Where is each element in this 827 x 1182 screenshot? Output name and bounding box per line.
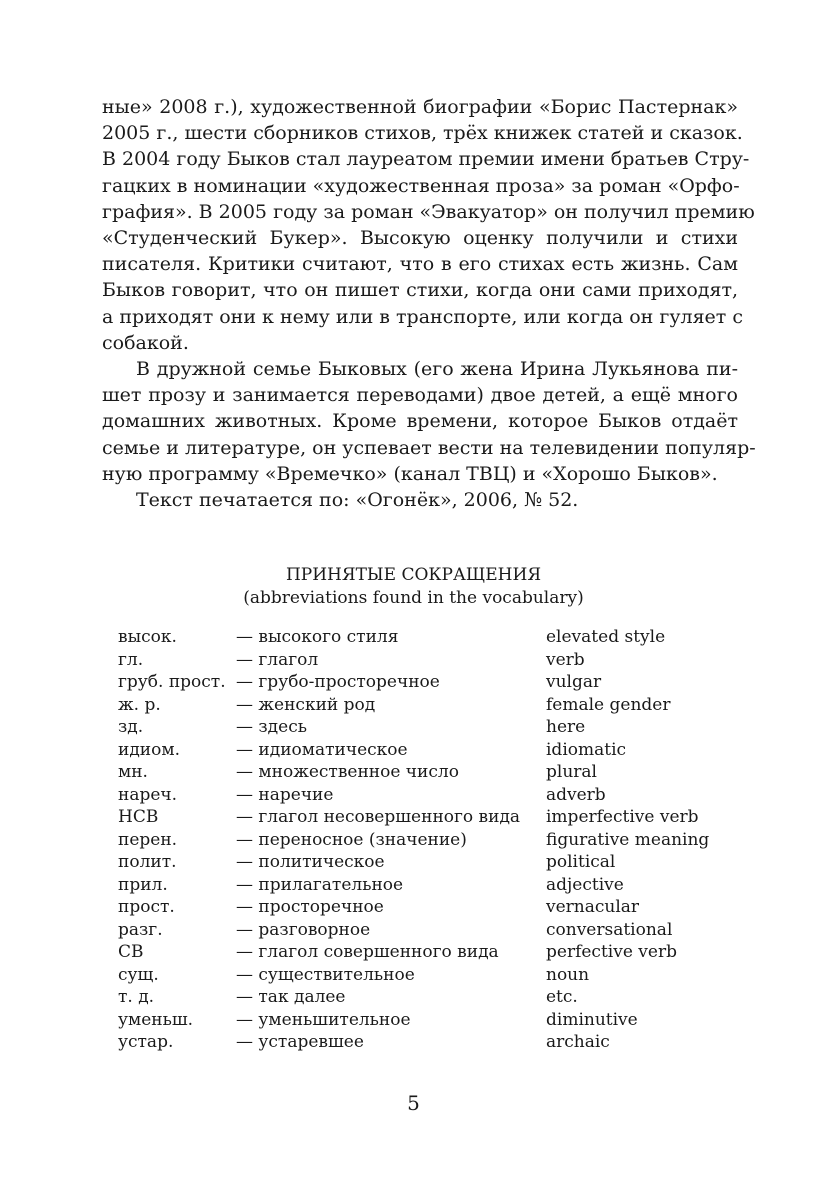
english-meaning: adverb	[546, 784, 606, 805]
text-line: ные» 2008 г.), художественной биографии «Борис Пастернак»	[102, 96, 738, 118]
abbreviation: нареч.	[118, 784, 178, 805]
russian-meaning: — глагол	[236, 649, 319, 670]
text-line: домашних животных. Кроме времени, которое Быков отдаёт	[102, 410, 738, 433]
abbreviation-row	[118, 986, 738, 1009]
english-meaning: diminutive	[546, 1009, 638, 1030]
abbreviation: т. д.	[118, 987, 155, 1007]
abbreviation: груб. прост.	[118, 672, 226, 692]
text-line: а приходят они к нему или в транспорте, или когда он гуляет с	[102, 305, 743, 328]
english-meaning: conversational	[546, 919, 673, 940]
text-line: шет прозу и занимается переводами) двое детей, а ещё много	[102, 384, 738, 407]
text-line: графия». В 2005 году за роман «Эвакуатор» он получил премию	[102, 200, 755, 223]
russian-meaning: — наречие	[236, 784, 334, 805]
english-meaning: noun	[546, 964, 590, 985]
text-line: собакой.	[102, 331, 189, 354]
text-line: 2005 г., шести сборников стихов, трёх книжек статей и сказок.	[102, 122, 743, 145]
abbreviations-table	[118, 626, 738, 1054]
english-meaning: plural	[546, 762, 597, 782]
abbreviation-row	[118, 761, 738, 784]
russian-meaning: — множественное число	[236, 762, 459, 782]
abbreviation-row	[118, 919, 738, 942]
russian-meaning: — так далее	[236, 987, 346, 1007]
russian-meaning: — высокого стиля	[236, 627, 399, 647]
abbreviation: прил.	[118, 874, 168, 895]
russian-meaning: — существительное	[236, 964, 415, 985]
text-line: В дружной семье Быковых (его жена Ирина Лукьянова пи-	[136, 358, 738, 381]
english-meaning: female gender	[546, 694, 671, 715]
russian-meaning: — устаревшее	[236, 1032, 364, 1052]
abbreviation-row	[118, 649, 738, 672]
russian-meaning: — здесь	[236, 717, 307, 737]
abbreviation-row	[118, 806, 738, 829]
english-meaning: etc.	[546, 987, 578, 1007]
english-meaning: archaic	[546, 1032, 610, 1052]
russian-meaning: — идиоматическое	[236, 739, 408, 760]
abbreviation: зд.	[118, 717, 144, 737]
russian-meaning: — глагол несовершенного вида	[236, 807, 521, 827]
abbreviation-row	[118, 1031, 738, 1054]
abbreviation-row	[118, 829, 738, 852]
text-line: ную программу «Времечко» (канал ТВЦ) и «Хорошо Быков».	[102, 462, 718, 485]
english-meaning: imperfective verb	[546, 807, 699, 827]
english-meaning: idiomatic	[546, 739, 627, 760]
russian-meaning: — женский род	[236, 694, 376, 715]
text-line: Быков говорит, что он пишет стихи, когда они сами приходят,	[102, 279, 738, 302]
english-meaning: perfective verb	[546, 942, 677, 962]
russian-meaning: — грубо-просторечное	[236, 672, 440, 692]
abbreviation-row	[118, 874, 738, 897]
english-meaning: political	[546, 852, 616, 872]
source-note	[102, 487, 738, 513]
text-line: гацких в номинации «художественная проза» за роман «Орфо-	[102, 174, 740, 197]
russian-meaning: — разговорное	[236, 919, 371, 940]
abbreviation-row	[118, 694, 738, 717]
russian-meaning: — глагол совершенного вида	[236, 942, 499, 962]
abbreviation: гл.	[118, 649, 144, 670]
english-meaning: vernacular	[546, 897, 640, 917]
abbreviation: идиом.	[118, 739, 180, 760]
page-number: 5	[407, 1091, 420, 1115]
abbreviation-row	[118, 739, 738, 762]
abbreviation: ж. р.	[118, 694, 161, 715]
english-meaning: figurative meaning	[546, 829, 710, 850]
abbreviation: СВ	[118, 942, 144, 962]
abbreviation: перен.	[118, 829, 178, 850]
abbreviation-row	[118, 784, 738, 807]
abbreviation-row	[118, 964, 738, 987]
abbreviation: полит.	[118, 852, 177, 872]
abbreviation: сущ.	[118, 964, 159, 985]
text-line: В 2004 году Быков стал лауреатом премии имени братьев Стру-	[102, 148, 750, 171]
abbreviation-row	[118, 626, 738, 649]
russian-meaning: — уменьшительное	[236, 1009, 411, 1030]
abbreviation: уменьш.	[118, 1009, 194, 1030]
abbreviation: мн.	[118, 762, 148, 782]
abbreviation-row	[118, 1009, 738, 1032]
abbreviation-row	[118, 671, 738, 694]
paragraph-biography	[102, 94, 755, 356]
abbreviation: высок.	[118, 627, 177, 647]
english-meaning: elevated style	[546, 627, 666, 647]
abbreviation: разг.	[118, 919, 163, 940]
text-line: писателя. Критики считают, что в его стихах есть жизнь. Сам	[102, 253, 738, 276]
english-meaning: here	[546, 717, 586, 737]
english-meaning: adjective	[546, 874, 624, 895]
russian-meaning: — прилагательное	[236, 874, 404, 895]
abbreviations-subtitle: (abbreviations found in the vocabulary)	[243, 588, 584, 608]
paragraph-family	[102, 356, 756, 487]
abbreviation: устар.	[118, 1032, 174, 1052]
abbreviation-row	[118, 851, 738, 874]
russian-meaning: — политическое	[236, 852, 385, 872]
abbreviations-title: ПРИНЯТЫЕ СОКРАЩЕНИЯ	[285, 565, 542, 585]
russian-meaning: — просторечное	[236, 897, 384, 917]
abbreviation: НСВ	[118, 807, 159, 827]
source-note-text: Текст печатается по: «Огонёк», 2006, № 52.	[136, 489, 579, 512]
text-line: «Студенческий Букер». Высокую оценку получили и стихи	[102, 227, 738, 250]
abbreviation-row	[118, 716, 738, 739]
english-meaning: vulgar	[546, 672, 602, 692]
abbreviation: прост.	[118, 897, 175, 917]
english-meaning: verb	[546, 649, 585, 670]
abbreviation-row	[118, 896, 738, 919]
body-text	[102, 94, 756, 513]
russian-meaning: — переносное (значение)	[236, 829, 467, 850]
text-line: семье и литературе, он успевает вести на телевидении популяр-	[102, 436, 756, 459]
abbreviation-row	[118, 941, 738, 964]
